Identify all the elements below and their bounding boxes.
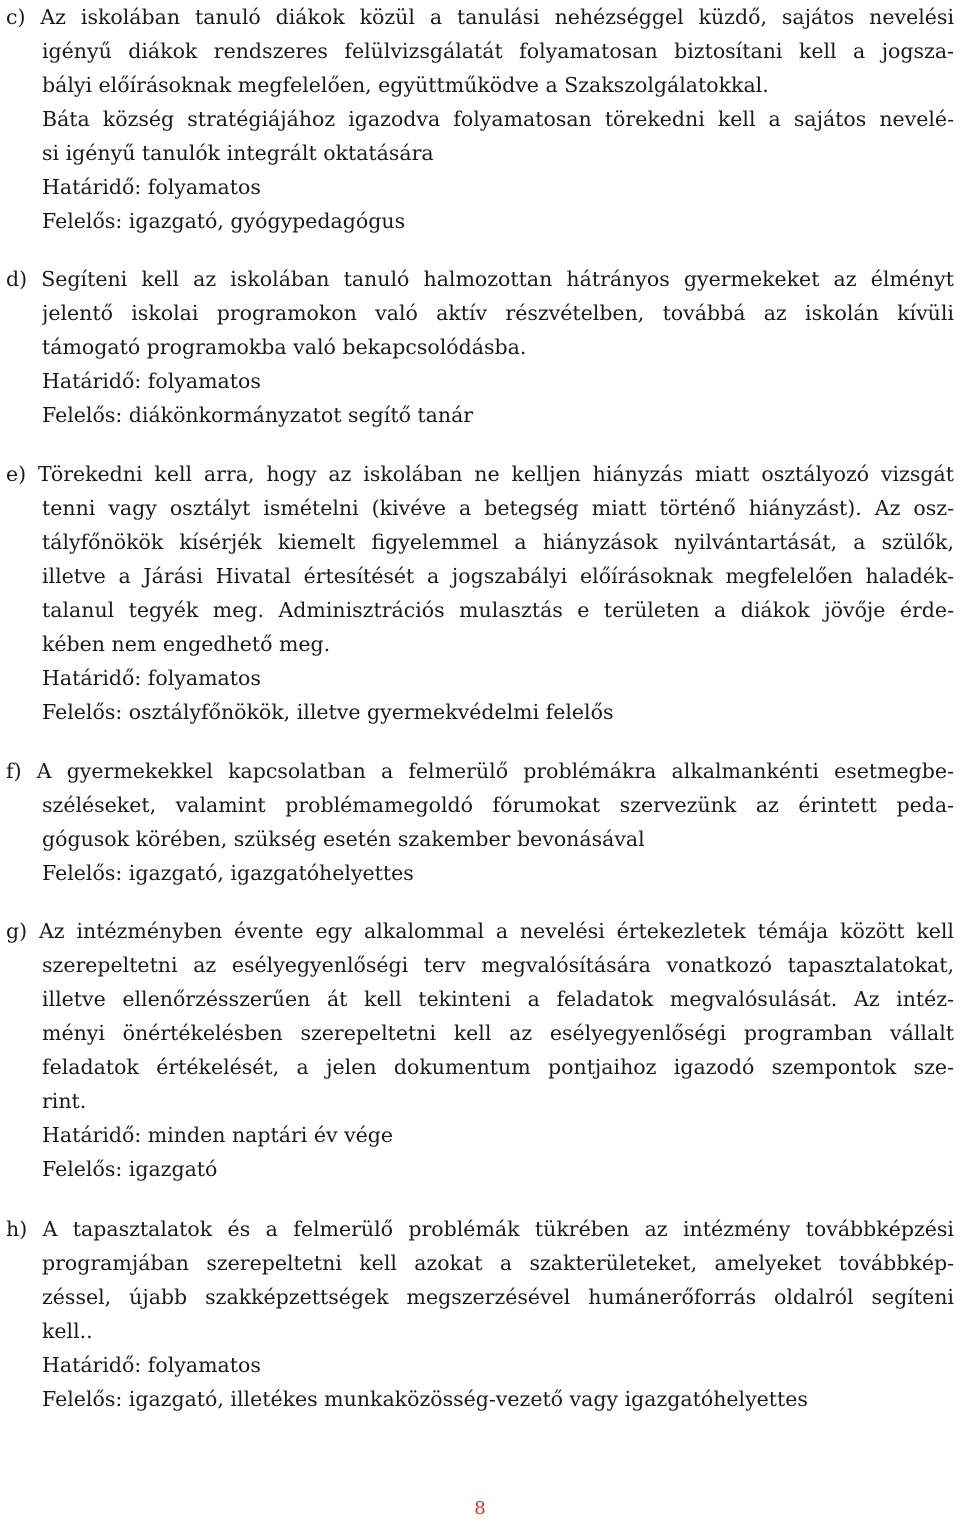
- section-c-line-4: Báta község stratégiájához igazodva folyamatosan törekedni kell a sajátos nevelé-: [42, 107, 954, 131]
- section-h-deadline: Határidő: folyamatos: [42, 1353, 261, 1377]
- section-g-responsible: Felelős: igazgató: [42, 1157, 218, 1181]
- section-f-line-3: gógusok körében, szükség esetén szakember bevonásával: [42, 827, 645, 851]
- section-g-line-5: feladatok értékelését, a jelen dokumentum pontjaihoz igazodó szempontok sze-: [42, 1055, 954, 1079]
- section-e-responsible: Felelős: osztályfőnökök, illetve gyermekvédelmi felelős: [42, 700, 614, 724]
- section-e-deadline: Határidő: folyamatos: [42, 666, 261, 690]
- section-h-line-1: h) A tapasztalatok és a felmerülő problémák tükrében az intézmény továbbképzési: [6, 1217, 954, 1241]
- section-f-line-2: széléseket, valamint problémamegoldó fórumokat szervezünk az érintett peda-: [42, 793, 954, 817]
- section-c-line-2: igényű diákok rendszeres felülvizsgálatát folyamatosan biztosítani kell a jogsza-: [42, 39, 954, 63]
- section-c-line-1: c) Az iskolában tanuló diákok közül a tanulási nehézséggel küzdő, sajátos nevelési: [6, 5, 954, 29]
- section-h-line-2: programjában szerepeltetni kell azokat a szakterületeket, amelyeket továbbkép-: [42, 1251, 954, 1275]
- section-f-line-1: f) A gyermekekkel kapcsolatban a felmerülő problémákra alkalmankénti esetmegbe-: [6, 759, 954, 783]
- section-e-line-5: talanul tegyék meg. Adminisztrációs mulasztás e területen a diákok jövője érde-: [42, 598, 954, 622]
- section-e-line-4: illetve a Járási Hivatal értesítését a jogszabályi előírásoknak megfelelően haladék-: [42, 564, 954, 588]
- section-h-line-3: zéssel, újabb szakképzettségek megszerzésével humánerőforrás oldalról segíteni: [42, 1285, 954, 1309]
- section-e-line-6: kében nem engedhető meg.: [42, 632, 331, 656]
- section-h-responsible: Felelős: igazgató, illetékes munkaközösség-vezető vagy igazgatóhelyettes: [42, 1387, 808, 1411]
- section-g-line-2: szerepeltetni az esélyegyenlőségi terv megvalósítására vonatkozó tapasztalatokat,: [42, 953, 954, 977]
- section-e-line-1: e) Törekedni kell arra, hogy az iskolában ne kelljen hiányzás miatt osztályozó vizsgát: [6, 462, 954, 486]
- section-c-deadline: Határidő: folyamatos: [42, 175, 261, 199]
- section-g-line-3: illetve ellenőrzésszerűen át kell tekinteni a feladatok megvalósulását. Az intéz-: [42, 987, 954, 1011]
- section-d-line-2: jelentő iskolai programokon való aktív részvételben, továbbá az iskolán kívüli: [42, 301, 954, 325]
- section-d-line-1: d) Segíteni kell az iskolában tanuló halmozottan hátrányos gyermekeket az élményt: [6, 267, 954, 291]
- section-e-line-2: tenni vagy osztályt ismételni (kivéve a betegség miatt történő hiányzást). Az osz-: [42, 496, 954, 520]
- section-c-line-5: si igényű tanulók integrált oktatására: [42, 141, 434, 165]
- section-g-line-6: rint.: [42, 1089, 87, 1113]
- section-h-line-4: kell..: [42, 1319, 93, 1343]
- section-e-line-3: tályfőnökök kísérjék kiemelt figyelemmel a hiányzások nyilvántartását, a szülők,: [42, 530, 954, 554]
- page-number: 8: [474, 1498, 486, 1519]
- section-d-deadline: Határidő: folyamatos: [42, 369, 261, 393]
- section-d-responsible: Felelős: diákönkormányzatot segítő tanár: [42, 403, 474, 427]
- section-g-deadline: Határidő: minden naptári év vége: [42, 1123, 394, 1147]
- section-g-line-1: g) Az intézményben évente egy alkalommal a nevelési értekezletek témája között kell: [6, 919, 954, 943]
- section-c-responsible: Felelős: igazgató, gyógypedagógus: [42, 209, 406, 233]
- section-g-line-4: ményi önértékelésben szerepeltetni kell az esélyegyenlőségi programban vállalt: [42, 1021, 954, 1045]
- section-d-line-3: támogató programokba való bekapcsolódásba.: [42, 335, 527, 359]
- section-c-line-3: bályi előírásoknak megfelelően, együttműködve a Szakszolgálatokkal.: [42, 73, 769, 97]
- section-f-responsible: Felelős: igazgató, igazgatóhelyettes: [42, 861, 414, 885]
